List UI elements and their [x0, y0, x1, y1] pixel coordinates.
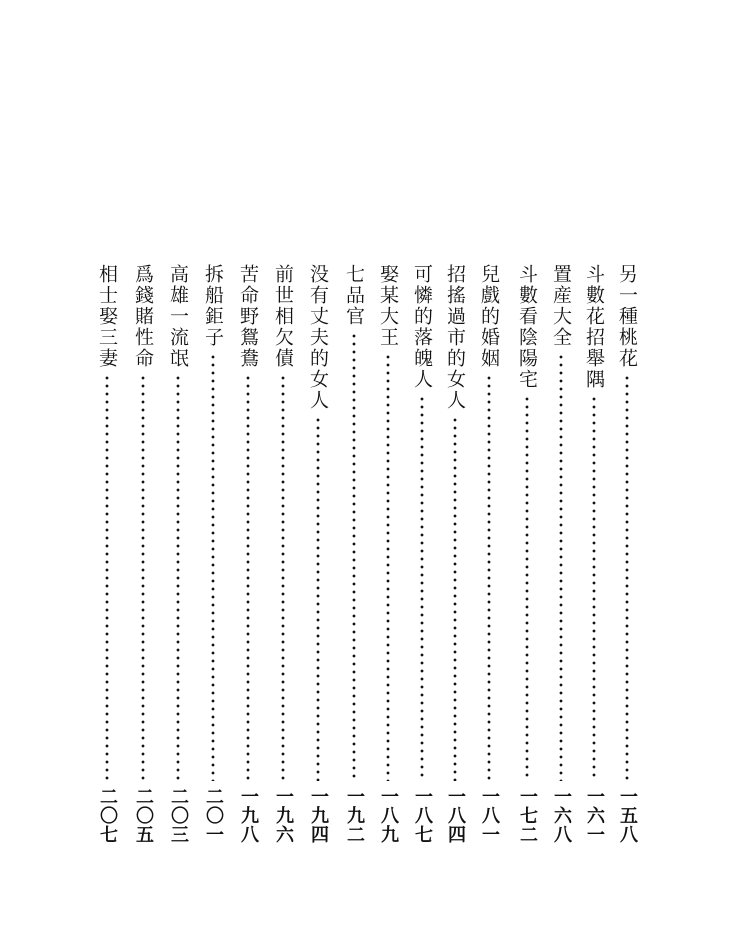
toc-entry-page: 二〇七 — [97, 787, 118, 844]
toc-entry — [306, 264, 330, 844]
dot-leader — [246, 374, 250, 781]
dot-leader — [176, 374, 180, 781]
toc-entry-page: 一八一 — [479, 787, 500, 844]
dot-leader — [487, 374, 491, 781]
dot-leader — [211, 353, 215, 781]
dot-leader — [525, 395, 529, 781]
toc-entry-title: 苦命野鴛鴦 — [237, 264, 259, 369]
dot-leader — [420, 395, 424, 781]
toc-entry — [549, 264, 573, 844]
toc-entry-page: 一八七 — [412, 787, 433, 844]
dot-leader — [386, 353, 390, 781]
toc-entry-title: 另一種桃花 — [616, 264, 638, 369]
toc-entry — [582, 264, 606, 844]
toc-entry — [236, 264, 260, 844]
toc-entry-page: 一九四 — [308, 787, 329, 844]
dot-leader — [281, 374, 285, 781]
toc-entry-title: 斗數花招舉隅 — [583, 264, 605, 390]
toc-entry-title: 七品官 — [343, 264, 365, 327]
dot-leader — [105, 374, 109, 781]
toc-entry — [443, 264, 467, 844]
dot-leader — [592, 395, 596, 781]
dot-leader — [352, 332, 356, 781]
toc-entry — [515, 264, 539, 844]
toc-entry — [376, 264, 400, 844]
toc-entry — [477, 264, 501, 844]
toc-entry-page: 二〇一 — [203, 787, 224, 844]
toc-entry-title: 前世相欠債 — [272, 264, 294, 369]
toc-entry-title: 置産大全 — [550, 264, 572, 348]
toc-entry-page: 一六一 — [584, 787, 605, 844]
toc-entry-title: 没有丈夫的女人 — [307, 264, 329, 411]
toc-entry-page: 一九六 — [273, 787, 294, 844]
toc-entry — [166, 264, 190, 844]
toc-entry-page: 一七二 — [517, 787, 538, 844]
toc-entry-title: 兒戲的婚姻 — [478, 264, 500, 369]
toc-entry — [410, 264, 434, 844]
toc-entry-page: 一九二 — [344, 787, 365, 844]
dot-leader — [559, 353, 563, 781]
dot-leader — [625, 374, 629, 781]
toc-entry-title: 拆船鉅子 — [202, 264, 224, 348]
dot-leader — [316, 416, 320, 781]
toc-entry-page: 一八九 — [378, 787, 399, 844]
toc-entry — [95, 264, 119, 844]
toc-entry-page: 二〇五 — [133, 787, 154, 844]
dot-leader — [453, 416, 457, 781]
toc-entry-page: 一六八 — [551, 787, 572, 844]
toc-entry-title: 爲錢賭性命 — [132, 264, 154, 369]
toc-entry — [342, 264, 366, 844]
toc-entry — [271, 264, 295, 844]
toc-entry-page: 一八四 — [445, 787, 466, 844]
dot-leader — [141, 374, 145, 781]
toc-entry-title: 可憐的落魄人 — [411, 264, 433, 390]
toc-entry-title: 斗數看陰陽宅 — [516, 264, 538, 390]
toc-entry-page: 一五八 — [617, 787, 638, 844]
toc-entry — [201, 264, 225, 844]
toc-entry-page: 一九八 — [238, 787, 259, 844]
toc-entry-title: 娶某大王 — [377, 264, 399, 348]
toc-entry — [131, 264, 155, 844]
toc-entry-title: 相士娶三妻 — [96, 264, 118, 369]
toc-entry-page: 二〇三 — [168, 787, 189, 844]
toc-entry — [615, 264, 639, 844]
toc-entry-title: 招搖過市的女人 — [444, 264, 466, 411]
toc-entry-title: 高雄一流氓 — [167, 264, 189, 369]
